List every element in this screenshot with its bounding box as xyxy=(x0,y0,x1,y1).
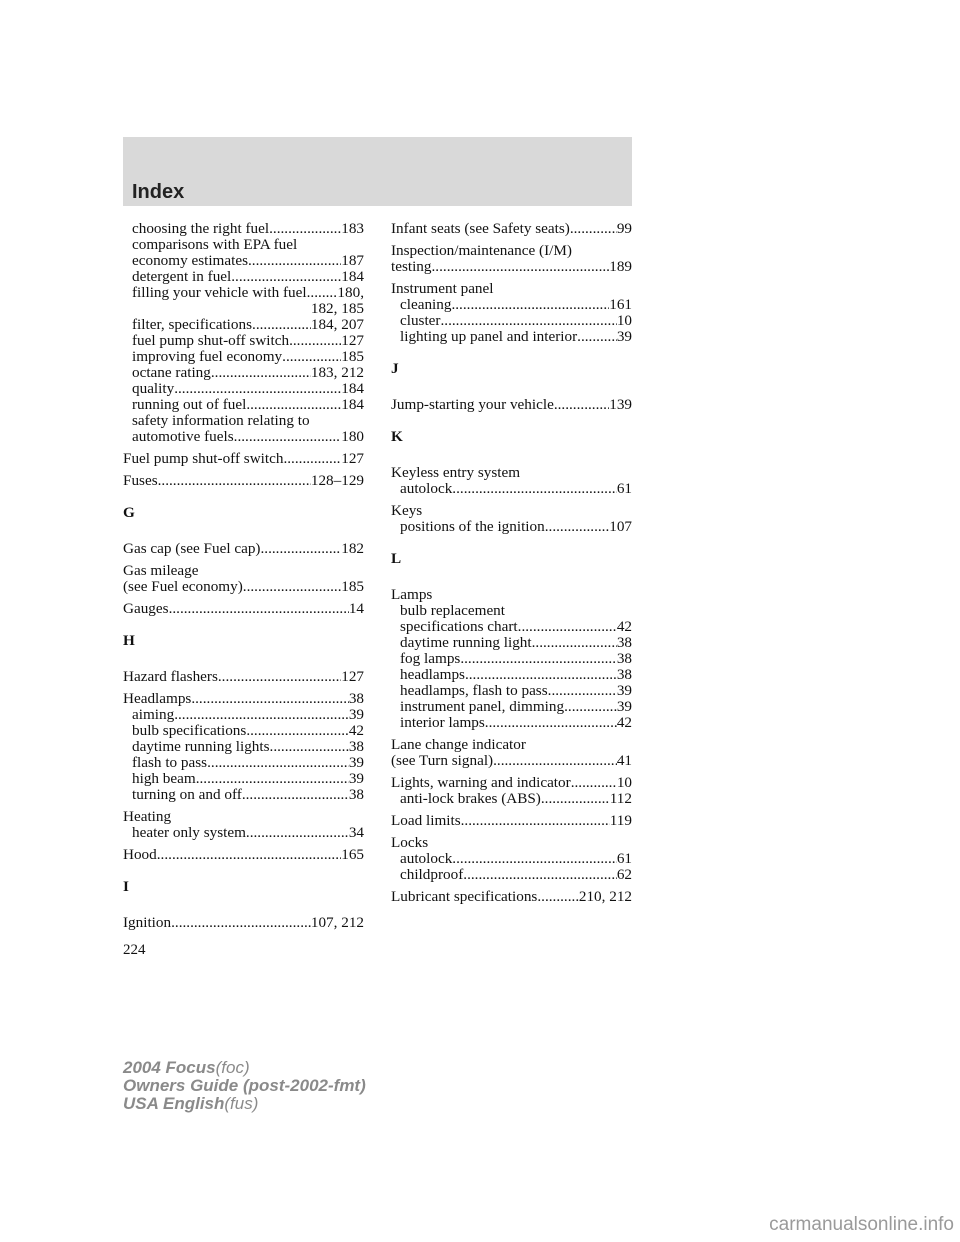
entry-text: filling your vehicle with fuel xyxy=(132,285,307,301)
leader-dots xyxy=(174,381,341,397)
leader-dots xyxy=(231,269,341,285)
entry-text: detergent in fuel xyxy=(132,269,232,285)
index-subentry-line xyxy=(391,667,632,683)
index-entry-line xyxy=(391,281,632,297)
entry-text: headlamps, flash to pass xyxy=(400,683,548,699)
index-entry-line xyxy=(391,503,632,519)
index-entry-line xyxy=(391,465,632,481)
index-subentry-line xyxy=(123,237,364,253)
index-entry xyxy=(123,349,364,365)
leader-dots xyxy=(554,397,609,413)
index-subentry-line xyxy=(123,825,364,841)
entry-text: bulb replacement xyxy=(400,603,505,619)
entry-page-ref: 38 xyxy=(348,691,364,707)
index-entry xyxy=(391,243,632,275)
entry-page-ref: 61 xyxy=(616,481,632,497)
entry-text: economy estimates xyxy=(132,253,248,269)
leader-dots xyxy=(191,691,348,707)
index-entry xyxy=(123,333,364,349)
entry-text: cleaning xyxy=(400,297,452,313)
index-entry-line xyxy=(391,259,632,275)
entry-page-ref: 185 xyxy=(341,349,364,365)
leader-dots xyxy=(218,669,341,685)
entry-page-ref: 184 xyxy=(341,269,364,285)
index-entry-line xyxy=(123,847,364,863)
entry-text: daytime running lights xyxy=(132,739,270,755)
leader-dots xyxy=(207,755,349,771)
entry-page-ref: 127 xyxy=(341,669,364,685)
entry-page-ref: 128–129 xyxy=(310,473,364,489)
leader-dots xyxy=(252,317,311,333)
leader-dots xyxy=(571,775,617,791)
entry-text: fog lamps xyxy=(400,651,461,667)
entry-page-ref: 182 xyxy=(341,541,364,557)
footer-model-code: (foc) xyxy=(215,1058,250,1077)
index-subentry-line xyxy=(391,619,632,635)
index-subentry-line xyxy=(123,269,364,285)
index-entry-line xyxy=(391,397,632,413)
entry-page-ref: 210, 212 xyxy=(578,889,632,905)
leader-dots xyxy=(270,739,349,755)
entry-text: Lane change indicator xyxy=(391,737,526,753)
leader-dots xyxy=(289,333,341,349)
entry-text: high beam xyxy=(132,771,196,787)
entry-page-ref: 184, 207 xyxy=(310,317,364,333)
index-subentry-line xyxy=(123,707,364,723)
entry-page-ref: 10 xyxy=(616,313,632,329)
index-entry-line xyxy=(391,775,632,791)
entry-text: aiming xyxy=(132,707,175,723)
index-entry xyxy=(391,587,632,731)
entry-text: (see Fuel economy) xyxy=(123,579,243,595)
index-entry-line xyxy=(123,451,364,467)
entry-text: instrument panel, dimming xyxy=(400,699,565,715)
footer-language-code: (fus) xyxy=(224,1094,259,1113)
entry-text: comparisons with EPA fuel xyxy=(132,237,298,253)
entry-text: turning on and off xyxy=(132,787,242,803)
entry-page-ref: 185 xyxy=(341,579,364,595)
index-entry xyxy=(391,503,632,535)
entry-text: Keys xyxy=(391,503,423,519)
section-letter: G xyxy=(123,504,135,521)
entry-text: octane rating xyxy=(132,365,211,381)
leader-dots xyxy=(548,683,617,699)
index-entry xyxy=(123,397,364,413)
index-subentry-line xyxy=(123,771,364,787)
section-letter: I xyxy=(123,878,129,895)
entry-page-ref: 189 xyxy=(609,259,632,275)
entry-page-ref: 127 xyxy=(341,451,364,467)
leader-dots xyxy=(463,867,617,883)
entry-page-ref: 184 xyxy=(341,381,364,397)
leader-dots xyxy=(452,851,617,867)
entry-text: Inspection/maintenance (I/M) xyxy=(391,243,572,259)
footer-info xyxy=(123,1059,366,1113)
index-subentry-line xyxy=(391,603,632,619)
entry-page-ref: 139 xyxy=(609,397,632,413)
entry-text: interior lamps xyxy=(400,715,485,731)
entry-text: running out of fuel xyxy=(132,397,247,413)
entry-page-ref: 180 xyxy=(341,429,364,445)
index-entry xyxy=(123,473,364,489)
index-subentry-line xyxy=(123,349,364,365)
index-subentry-line xyxy=(391,313,632,329)
index-entry xyxy=(123,269,364,285)
leader-dots xyxy=(493,753,617,769)
entry-page-ref: 61 xyxy=(616,851,632,867)
index-entry xyxy=(391,835,632,883)
entry-text: Infant seats (see Safety seats) xyxy=(391,221,570,237)
entry-page-ref: 38 xyxy=(616,635,632,651)
entry-page-ref: 39 xyxy=(348,707,364,723)
index-subentry-line xyxy=(123,253,364,269)
entry-page-ref: 183, 212 xyxy=(310,365,364,381)
footer-line-2: Owners Guide (post-2002-fmt) xyxy=(123,1076,366,1095)
index-entry xyxy=(123,563,364,595)
leader-dots xyxy=(532,635,617,651)
index-entry-line xyxy=(391,753,632,769)
index-entry-line xyxy=(123,579,364,595)
index-entry xyxy=(391,281,632,345)
leader-dots xyxy=(577,329,617,345)
index-column-right xyxy=(391,221,632,905)
index-subentry-line xyxy=(123,397,364,413)
index-entry xyxy=(391,889,632,905)
index-subentry-line xyxy=(123,723,364,739)
leader-dots xyxy=(518,619,617,635)
index-subentry-line xyxy=(391,867,632,883)
index-subentry-line xyxy=(123,787,364,803)
index-entry-line xyxy=(123,563,364,579)
entry-text: childproof xyxy=(400,867,464,883)
leader-dots xyxy=(157,847,341,863)
entry-page-ref: 119 xyxy=(609,813,632,829)
index-subentry-line xyxy=(123,413,364,429)
entry-page-ref: 161 xyxy=(609,297,632,313)
entry-text: Locks xyxy=(391,835,429,851)
leader-dots xyxy=(545,519,610,535)
entry-page-ref: 165 xyxy=(341,847,364,863)
index-entry xyxy=(391,813,632,829)
entry-text: Heating xyxy=(123,809,172,825)
entry-text: safety information relating to xyxy=(132,413,310,429)
leader-dots xyxy=(432,259,610,275)
entry-text: Fuses xyxy=(123,473,158,489)
entry-text: autolock xyxy=(400,481,453,497)
entry-text: Load limits xyxy=(391,813,461,829)
leader-dots xyxy=(461,813,610,829)
entry-text: Jump-starting your vehicle xyxy=(391,397,554,413)
leader-dots xyxy=(451,297,609,313)
section-letter: K xyxy=(391,428,403,445)
watermark: carmanualsonline.info xyxy=(769,1214,954,1235)
entry-text: Hood xyxy=(123,847,157,863)
index-subentry-line xyxy=(123,429,364,445)
entry-page-ref: 112 xyxy=(609,791,632,807)
index-subentry-line xyxy=(123,381,364,397)
index-subentry-line xyxy=(391,791,632,807)
entry-text: Gauges xyxy=(123,601,169,617)
entry-page-ref: 39 xyxy=(616,329,632,345)
leader-dots xyxy=(485,715,617,731)
index-subentry-line xyxy=(391,851,632,867)
leader-dots xyxy=(564,699,617,715)
section-letter: H xyxy=(123,632,135,649)
entry-page-ref: 42 xyxy=(616,619,632,635)
index-entry xyxy=(123,221,364,237)
index-entry-line xyxy=(391,221,632,237)
leader-dots xyxy=(570,221,617,237)
footer-model: 2004 Focus xyxy=(123,1058,216,1077)
index-subentry-line xyxy=(123,317,364,333)
leader-dots xyxy=(440,313,616,329)
leader-dots xyxy=(243,579,341,595)
entry-text: automotive fuels xyxy=(132,429,234,445)
entry-page-ref: 99 xyxy=(616,221,632,237)
page-number: 224 xyxy=(123,942,146,958)
leader-dots xyxy=(196,771,349,787)
entry-page-ref: 39 xyxy=(616,683,632,699)
entry-text: Lubricant specifications xyxy=(391,889,538,905)
index-entry xyxy=(123,809,364,841)
index-entry-line xyxy=(391,737,632,753)
index-subentry-line xyxy=(391,635,632,651)
entry-page-ref: 42 xyxy=(616,715,632,731)
entry-text: bulb specifications xyxy=(132,723,247,739)
index-subentry-line xyxy=(391,699,632,715)
index-entry xyxy=(391,775,632,807)
entry-page-ref: 38 xyxy=(616,651,632,667)
index-column-left xyxy=(123,221,364,931)
index-entry xyxy=(123,317,364,333)
entry-page-ref: 14 xyxy=(348,601,364,617)
entry-page-ref: 38 xyxy=(348,739,364,755)
index-subentry-line xyxy=(391,481,632,497)
leader-dots xyxy=(211,365,311,381)
entry-page-ref: 41 xyxy=(616,753,632,769)
entry-page-ref: 107, 212 xyxy=(310,915,364,931)
index-entry xyxy=(391,397,632,413)
index-entry xyxy=(123,669,364,685)
index-subentry-line xyxy=(123,739,364,755)
entry-text: (see Turn signal) xyxy=(391,753,494,769)
entry-page-ref: 107 xyxy=(609,519,632,535)
entry-page-ref: 184 xyxy=(341,397,364,413)
index-subentry-line xyxy=(391,329,632,345)
leader-dots xyxy=(537,889,579,905)
entry-text: choosing the right fuel xyxy=(132,221,270,237)
leader-dots xyxy=(234,429,342,445)
index-entry xyxy=(391,221,632,237)
entry-page-ref: 34 xyxy=(348,825,364,841)
leader-dots xyxy=(171,915,311,931)
entry-text: Lamps xyxy=(391,587,433,603)
entry-page-ref: 38 xyxy=(616,667,632,683)
leader-dots xyxy=(452,481,617,497)
footer-language: USA English xyxy=(123,1094,225,1113)
index-entry xyxy=(123,601,364,617)
index-entry-line xyxy=(123,473,364,489)
index-entry-line xyxy=(123,809,364,825)
index-subentry-line xyxy=(123,755,364,771)
leader-dots xyxy=(541,791,610,807)
entry-text: lighting up panel and interior xyxy=(400,329,578,345)
footer-line-3 xyxy=(123,1095,366,1113)
section-letter: J xyxy=(391,360,399,377)
leader-dots xyxy=(260,541,341,557)
leader-dots xyxy=(242,787,349,803)
entry-page-ref: 10 xyxy=(616,775,632,791)
index-entry-line xyxy=(391,813,632,829)
entry-text: specifications chart xyxy=(400,619,518,635)
index-entry xyxy=(123,285,364,317)
entry-page-ref: 62 xyxy=(616,867,632,883)
index-subentry-line xyxy=(391,519,632,535)
index-subentry-line xyxy=(391,683,632,699)
header-bar xyxy=(123,137,632,206)
leader-dots xyxy=(282,349,341,365)
leader-dots xyxy=(246,397,341,413)
index-subentry-line xyxy=(123,365,364,381)
index-entry-line xyxy=(123,669,364,685)
index-entry xyxy=(123,413,364,445)
index-entry-line xyxy=(391,889,632,905)
entry-text: 182, 185 xyxy=(310,301,364,317)
leader-dots xyxy=(246,723,349,739)
entry-text: Lights, warning and indicator xyxy=(391,775,571,791)
index-entry xyxy=(123,691,364,803)
entry-text: fuel pump shut-off switch xyxy=(132,333,290,349)
index-entry-line xyxy=(123,691,364,707)
entry-text: Fuel pump shut-off switch xyxy=(123,451,284,467)
footer-line-1 xyxy=(123,1059,366,1077)
entry-text: Gas mileage xyxy=(123,563,199,579)
index-subentry-line xyxy=(123,221,364,237)
entry-text: anti-lock brakes (ABS) xyxy=(400,791,541,807)
index-entry-line xyxy=(123,541,364,557)
index-entry-line xyxy=(123,915,364,931)
section-letter: L xyxy=(391,550,402,567)
entry-page-ref: 42 xyxy=(348,723,364,739)
entry-text: quality xyxy=(132,381,175,397)
leader-dots xyxy=(460,651,616,667)
entry-text: Ignition xyxy=(123,915,172,931)
entry-text: Instrument panel xyxy=(391,281,494,297)
entry-text: positions of the ignition xyxy=(400,519,545,535)
entry-text: testing xyxy=(391,259,432,275)
index-entry xyxy=(123,847,364,863)
index-entry xyxy=(123,237,364,269)
index-entry xyxy=(123,451,364,467)
leader-dots xyxy=(174,707,349,723)
leader-dots xyxy=(248,253,341,269)
entry-text: heater only system xyxy=(132,825,246,841)
index-subentry-line xyxy=(123,285,364,301)
leader-dots xyxy=(169,601,349,617)
index-entry-line xyxy=(123,301,364,317)
entry-text: headlamps xyxy=(400,667,465,683)
index-entry-line xyxy=(391,587,632,603)
entry-text: daytime running light xyxy=(400,635,532,651)
entry-page-ref: 39 xyxy=(348,771,364,787)
entry-page-ref: 39 xyxy=(616,699,632,715)
entry-text: Headlamps xyxy=(123,691,192,707)
leader-dots xyxy=(283,451,341,467)
entry-page-ref: 180, xyxy=(337,285,364,301)
entry-text: Gas cap (see Fuel cap) xyxy=(123,541,261,557)
leader-dots xyxy=(246,825,349,841)
entry-text: cluster xyxy=(400,313,441,329)
index-subentry-line xyxy=(391,297,632,313)
index-entry xyxy=(123,915,364,931)
entry-text: Hazard flashers xyxy=(123,669,218,685)
index-subentry-line xyxy=(391,715,632,731)
entry-page-ref: 38 xyxy=(348,787,364,803)
entry-text: flash to pass xyxy=(132,755,208,771)
index-entry-line xyxy=(391,835,632,851)
index-entry xyxy=(391,465,632,497)
leader-dots xyxy=(307,285,338,301)
entry-text: Keyless entry system xyxy=(391,465,521,481)
leader-dots xyxy=(269,221,341,237)
entry-page-ref: 187 xyxy=(341,253,364,269)
entry-page-ref: 127 xyxy=(341,333,364,349)
index-subentry-line xyxy=(123,333,364,349)
index-entry xyxy=(391,737,632,769)
index-entry-line xyxy=(391,243,632,259)
index-subentry-line xyxy=(391,651,632,667)
entry-page-ref: 183 xyxy=(341,221,364,237)
entry-text: filter, specifications xyxy=(132,317,253,333)
leader-dots xyxy=(158,473,311,489)
leader-dots xyxy=(465,667,617,683)
entry-text: autolock xyxy=(400,851,453,867)
entry-page-ref: 39 xyxy=(348,755,364,771)
entry-text: improving fuel economy xyxy=(132,349,283,365)
index-entry-line xyxy=(123,601,364,617)
index-entry xyxy=(123,381,364,397)
page-title: Index xyxy=(132,181,185,203)
index-entry xyxy=(123,541,364,557)
index-entry xyxy=(123,365,364,381)
